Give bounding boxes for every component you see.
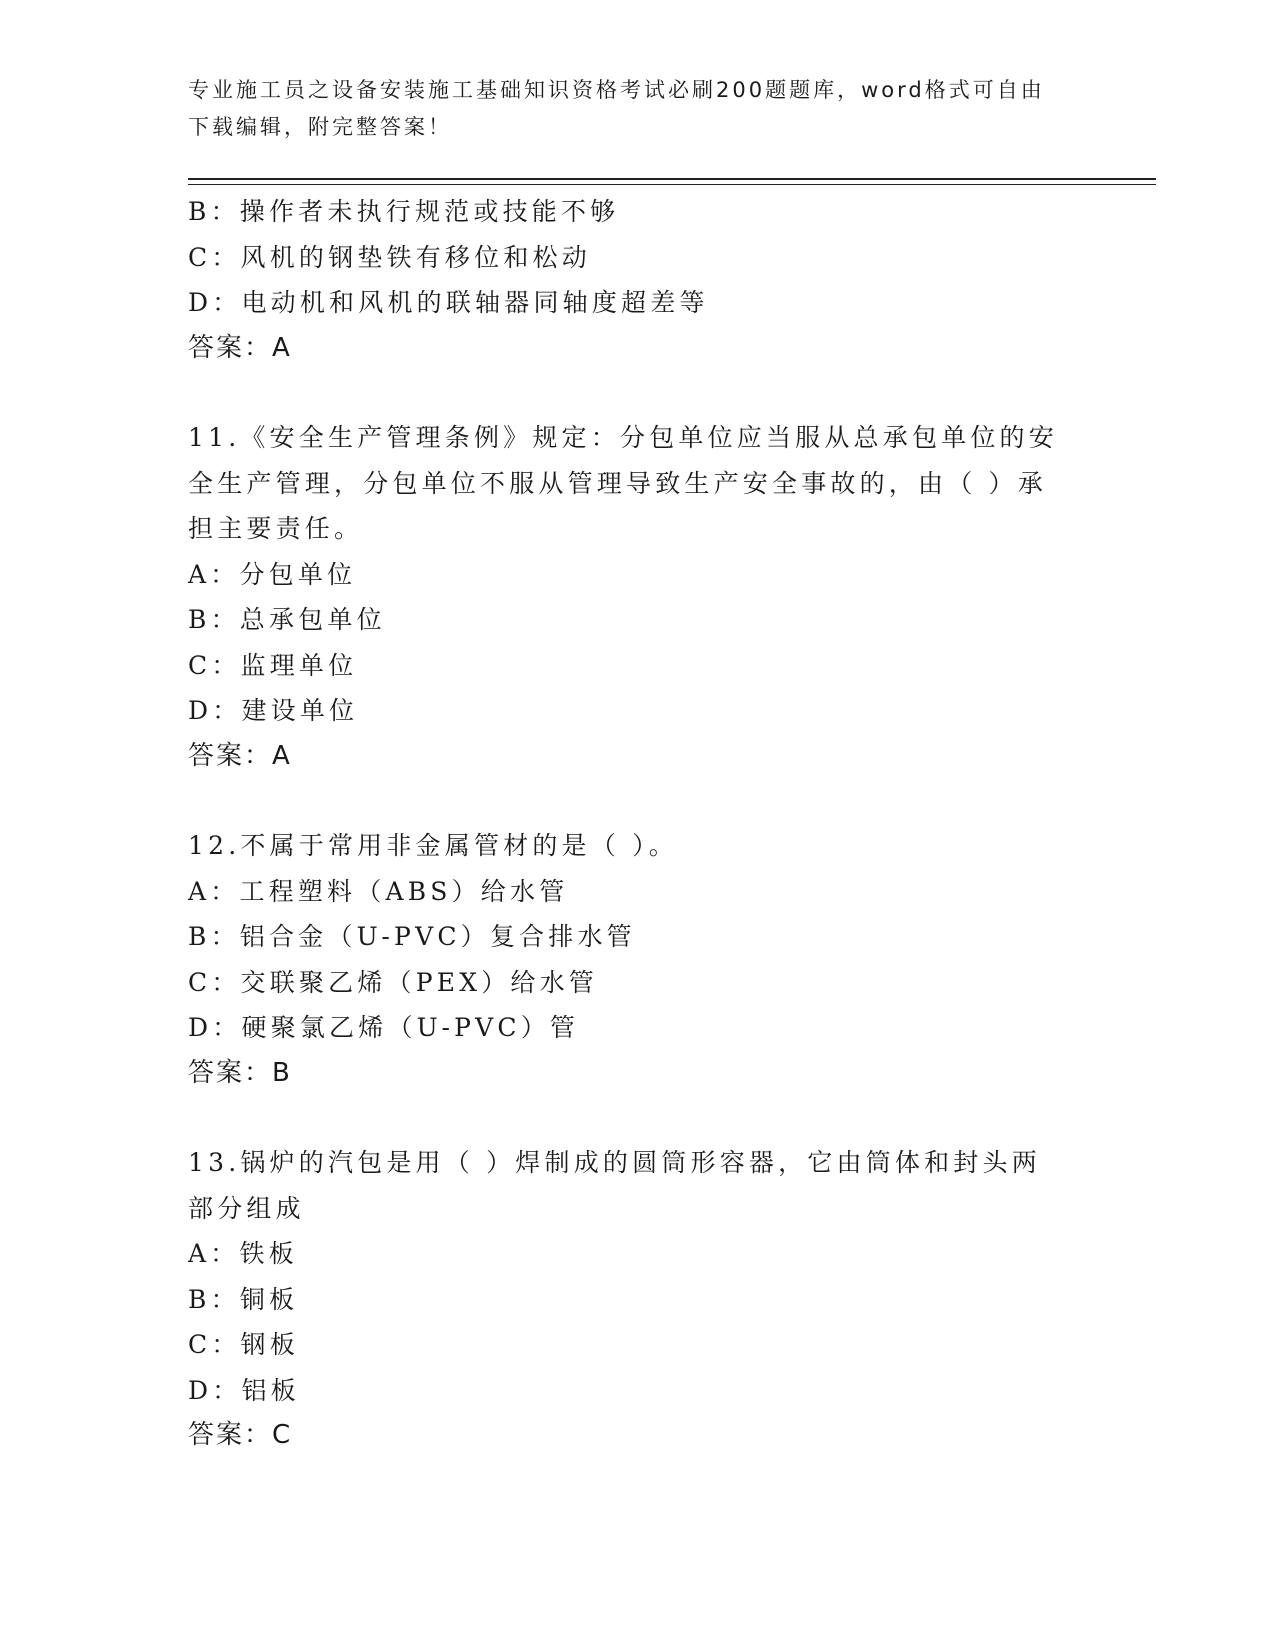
question-stem: 12.不属于常用非金属管材的是（ ）。 <box>188 831 679 860</box>
option-c: C：风机的钢垫铁有移位和松动 <box>188 242 591 272</box>
question-13 <box>188 1140 1088 1459</box>
answer-line: 答案：A <box>188 740 292 771</box>
option-a: A：工程塑料（ABS）给水管 <box>188 876 569 906</box>
option-d: D：硬聚氯乙烯（U-PVC）管 <box>188 1013 580 1042</box>
option-b: B：铝合金（U-PVC）复合排水管 <box>188 922 636 951</box>
header-divider-thin <box>188 184 1156 185</box>
option-c: C：监理单位 <box>188 650 358 680</box>
option-d: D：建设单位 <box>188 696 359 725</box>
option-b: B：操作者未执行规范或技能不够 <box>188 197 620 226</box>
question-stem: 11.《安全生产管理条例》规定：分包单位应当服从总承包单位的安全生产管理，分包单位不服从管理导致生产安全事故的，由（ ）承担主要责任。 <box>188 423 1058 543</box>
option-a: A：铁板 <box>188 1239 298 1268</box>
option-b: B：总承包单位 <box>188 605 386 634</box>
option-a: A：分包单位 <box>188 559 357 589</box>
document-header: 专业施工员之设备安装施工基础知识资格考试必刷200题题库，word格式可自由下载编辑，附完整答案！ <box>188 78 1045 139</box>
question-list <box>188 189 1088 1459</box>
option-c: C：钢板 <box>188 1330 299 1359</box>
question-11 <box>188 415 1088 779</box>
header-divider-thick <box>188 178 1156 180</box>
option-d: D：电动机和风机的联轴器同轴度超差等 <box>188 288 709 317</box>
option-b: B：铜板 <box>188 1284 299 1314</box>
option-d: D：铝板 <box>188 1375 300 1405</box>
question-10-continued <box>188 189 1088 371</box>
answer-line: 答案：C <box>188 1420 293 1450</box>
question-12 <box>188 823 1088 1096</box>
answer-line: 答案：A <box>188 332 292 363</box>
option-c: C：交联聚乙烯（PEX）给水管 <box>188 967 598 997</box>
answer-line: 答案：B <box>188 1057 292 1088</box>
question-stem: 13.锅炉的汽包是用（ ）焊制成的圆筒形容器，它由筒体和封头两部分组成 <box>188 1148 1041 1223</box>
